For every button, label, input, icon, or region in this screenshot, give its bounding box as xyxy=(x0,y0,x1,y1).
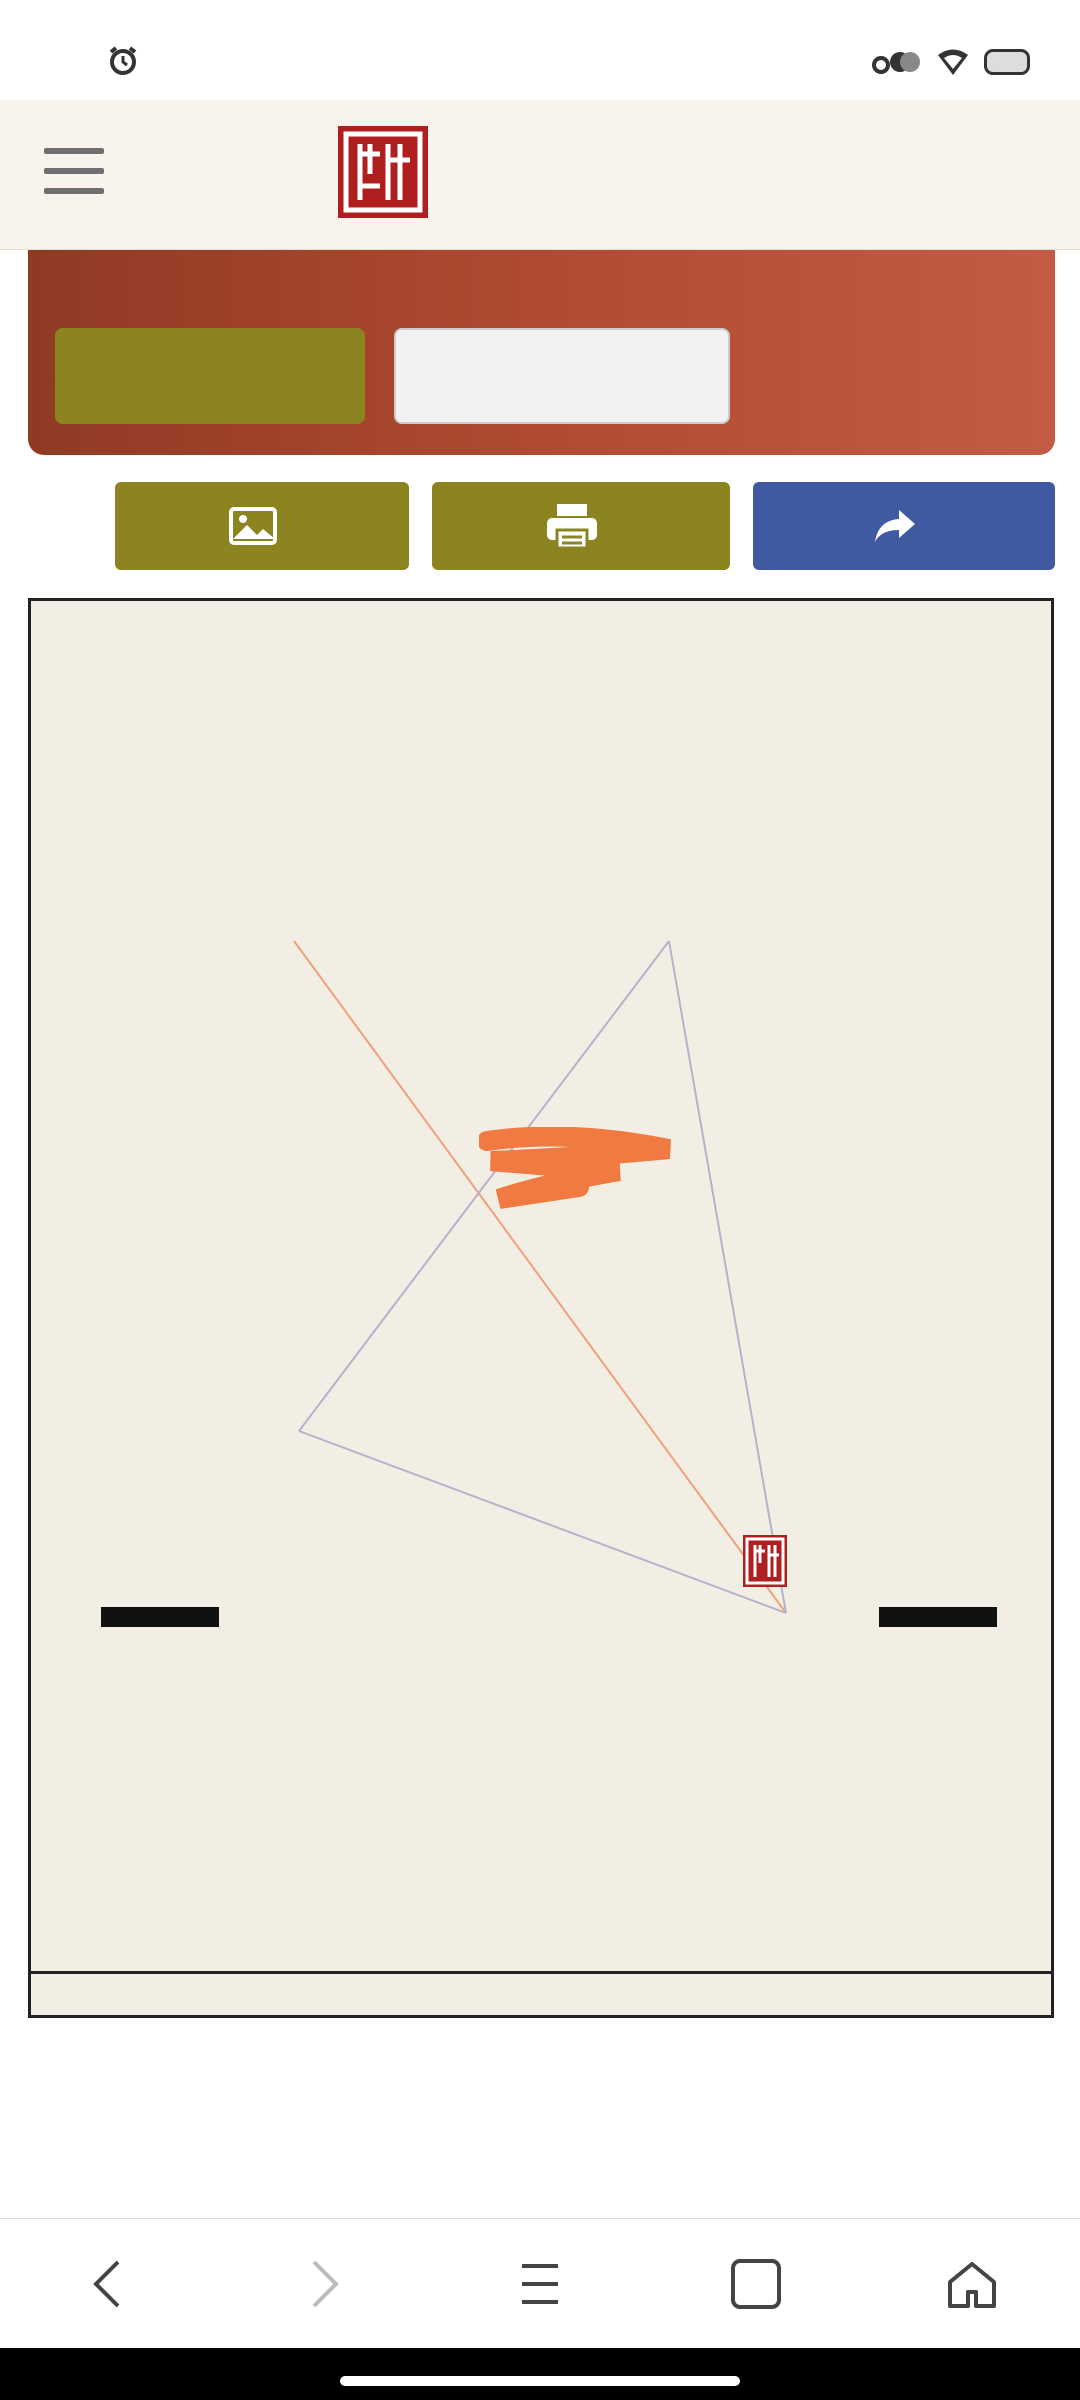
site-header xyxy=(0,100,1080,250)
site-logo[interactable] xyxy=(338,126,442,218)
logo-seal-icon xyxy=(338,126,428,218)
view-market-button[interactable] xyxy=(394,328,730,424)
image-icon xyxy=(229,507,277,545)
back-icon xyxy=(88,2258,128,2310)
gesture-bar xyxy=(0,2348,1080,2400)
status-bar xyxy=(0,0,1080,100)
share-arrow-icon xyxy=(873,508,917,544)
home-button[interactable] xyxy=(932,2249,1012,2319)
link-icon xyxy=(870,49,922,75)
back-button[interactable] xyxy=(68,2249,148,2319)
print-button[interactable] xyxy=(432,482,730,570)
forward-button[interactable] xyxy=(284,2249,364,2319)
tabs-count xyxy=(731,2259,781,2309)
menu-button[interactable] xyxy=(500,2249,580,2319)
hamburger-menu-button[interactable] xyxy=(44,148,104,194)
chart-center xyxy=(289,931,791,1619)
printer-icon xyxy=(545,502,599,550)
market-banner xyxy=(28,250,1055,455)
tuan-marker xyxy=(879,1607,997,1627)
horoscope-chart xyxy=(28,598,1054,1974)
share-button[interactable] xyxy=(753,482,1055,570)
wifi-icon xyxy=(936,48,970,76)
redaction-scribble xyxy=(479,1127,679,1217)
browser-nav-bar xyxy=(0,2218,1080,2348)
forward-icon xyxy=(304,2258,344,2310)
chart-legend xyxy=(28,1974,1054,2018)
chart-triangle-lines xyxy=(289,931,791,1619)
post-to-market-button[interactable] xyxy=(55,328,365,424)
tabs-button[interactable] xyxy=(716,2249,796,2319)
home-icon xyxy=(946,2258,998,2310)
alarm-icon xyxy=(108,46,138,76)
menu-lines-icon xyxy=(518,2260,562,2308)
save-image-button[interactable] xyxy=(115,482,409,570)
battery-indicator xyxy=(984,49,1030,75)
triet-marker xyxy=(101,1607,219,1627)
center-seal-icon xyxy=(743,1535,787,1587)
